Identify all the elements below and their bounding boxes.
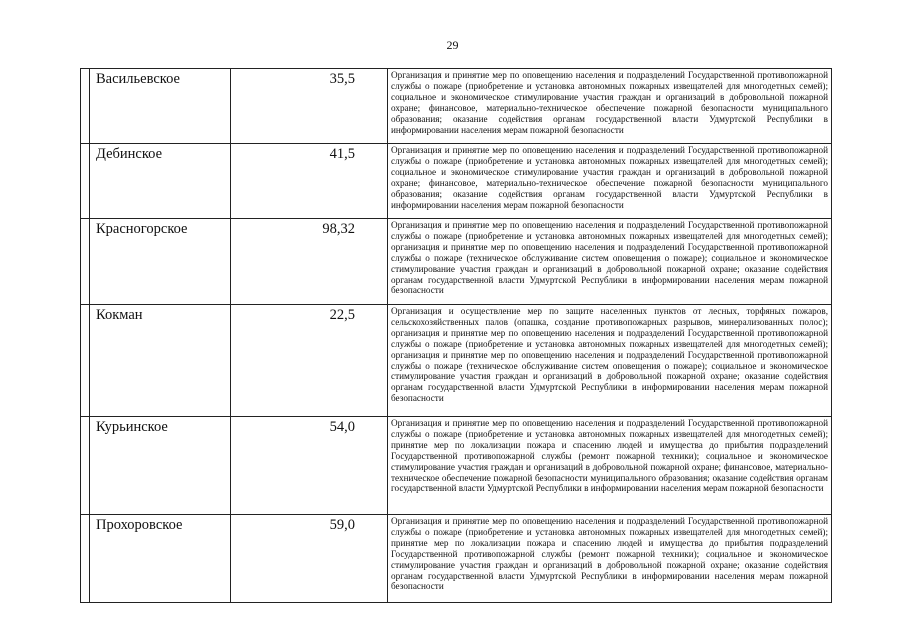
- blank-cell: [81, 515, 90, 603]
- table-row: [81, 417, 832, 515]
- blank-cell: [81, 305, 90, 417]
- blank-cell: [81, 144, 90, 219]
- description-cell: [388, 219, 832, 305]
- settlement-cell: [90, 417, 231, 515]
- table-row: [81, 144, 832, 219]
- blank-cell: [81, 417, 90, 515]
- amount-cell: [231, 417, 388, 515]
- amount-cell: [231, 305, 388, 417]
- funding-table: [80, 68, 832, 603]
- settlement-cell: [90, 219, 231, 305]
- measures-description: Организация и принятие мер по оповещению населения и подразделений Государственной противопожарной службы о пожаре (приобретение и установка автономных пожарных извещателей для многодетных семей); социальное и экономическое стимулирование участия граждан и организаций в добровольной пожарной охране; финансовое, материально-техническое обеспечение пожарной безопасности муниципального образования; оказание содействия органам государственной власти Удмуртской Республики в информировании населения мерам пожарной безопасности: [391, 70, 828, 135]
- settlement-name: Кокман: [96, 307, 143, 323]
- amount-value: 59,0: [329, 517, 355, 533]
- amount-value: 98,32: [322, 221, 355, 237]
- table-row: [81, 69, 832, 144]
- description-cell: [388, 515, 832, 603]
- amount-cell: [231, 515, 388, 603]
- page-number: 29: [446, 38, 459, 52]
- measures-description: Организация и принятие мер по оповещению населения и подразделений Государственной противопожарной службы о пожаре (приобретение и установка автономных пожарных извещателей для многодетных семей); принятие мер по локализации пожара и спасению людей и имущества до прибытия подразделений Государственной противопожарной службы (ремонт пожарной техники); социальное и экономическое стимулирование участия граждан и организаций в добровольной пожарной охране; оказание содействия органам государственной власти Удмуртской Республики в информировании населения мерам пожарной безопасности: [391, 516, 828, 592]
- settlement-name: Курьинское: [96, 419, 168, 435]
- amount-value: 35,5: [329, 71, 355, 87]
- measures-description: Организация и принятие мер по оповещению населения и подразделений Государственной противопожарной службы о пожаре (приобретение и установка автономных пожарных извещателей для многодетных семей); организация и принятие мер по оповещению населения и подразделений Государственной противопожарной службы о пожаре (техническое обслуживание систем оповещения о пожаре); социальное и экономическое стимулирование участия граждан и организаций в добровольной пожарной охране; оказание содействия органам государственной власти Удмуртской Республики в информировании населения мерам пожарной безопасности: [391, 220, 828, 296]
- amount-cell: [231, 69, 388, 144]
- measures-description: Организация и принятие мер по оповещению населения и подразделений Государственной противопожарной службы о пожаре (приобретение и установка автономных пожарных извещателей для многодетных семей); социальное и экономическое стимулирование участия граждан и организаций в добровольной пожарной охране; финансовое, материально-техническое обеспечение пожарной безопасности муниципального образования; оказание содействия органам государственной власти Удмуртской Республики в информировании населения мерам пожарной безопасности: [391, 145, 828, 210]
- table-row: [81, 219, 832, 305]
- table-row: [81, 305, 832, 417]
- measures-description: Организация и принятие мер по оповещению населения и подразделений Государственной противопожарной службы о пожаре (приобретение и установка автономных пожарных извещателей для многодетных семей); принятие мер по локализации пожара и спасению людей и имущества до прибытия подразделений Государственной противопожарной службы (ремонт пожарной техники); социальное и экономическое стимулирование участия граждан и организаций в добровольной пожарной охране; финансовое, материально-техническое обеспечение пожарной безопасности муниципального образования; оказание содействия органам государственной власти Удмуртской Республики в информировании населения мерам пожарной безопасности: [391, 418, 828, 494]
- amount-cell: [231, 144, 388, 219]
- amount-value: 41,5: [329, 146, 355, 162]
- settlement-cell: [90, 144, 231, 219]
- blank-cell: [81, 219, 90, 305]
- settlement-cell: [90, 69, 231, 144]
- description-cell: [388, 417, 832, 515]
- settlement-name: Дебинское: [96, 146, 163, 162]
- table-row: [81, 515, 832, 603]
- amount-value: 54,0: [329, 419, 355, 435]
- settlement-name: Прохоровское: [96, 517, 183, 533]
- amount-value: 22,5: [329, 307, 355, 323]
- blank-cell: [81, 69, 90, 144]
- amount-cell: [231, 219, 388, 305]
- settlement-name: Красногорское: [96, 221, 188, 237]
- settlement-name: Васильевское: [96, 71, 180, 87]
- measures-description: Организация и осуществление мер по защите населенных пунктов от лесных, торфяных пожаров, сельскохозяйственных палов (опашка, создание противопожарных разрывов, минерализованных полос); организация и принятие мер по оповещению населения и подразделений Государственной противопожарной службы о пожаре (приобретение и установка автономных пожарных извещателей для многодетных семей); организация и принятие мер по оповещению населения и подразделений Государственной противопожарной службы о пожаре (техническое обслуживание систем оповещения о пожаре); социальное и экономическое стимулирование участия граждан и организаций в добровольной пожарной охране; оказание содействия органам государственной власти Удмуртской Республики в информировании населения мерам пожарной безопасности: [391, 306, 828, 404]
- settlement-cell: [90, 515, 231, 603]
- description-cell: [388, 69, 832, 144]
- description-cell: [388, 144, 832, 219]
- description-cell: [388, 305, 832, 417]
- settlement-cell: [90, 305, 231, 417]
